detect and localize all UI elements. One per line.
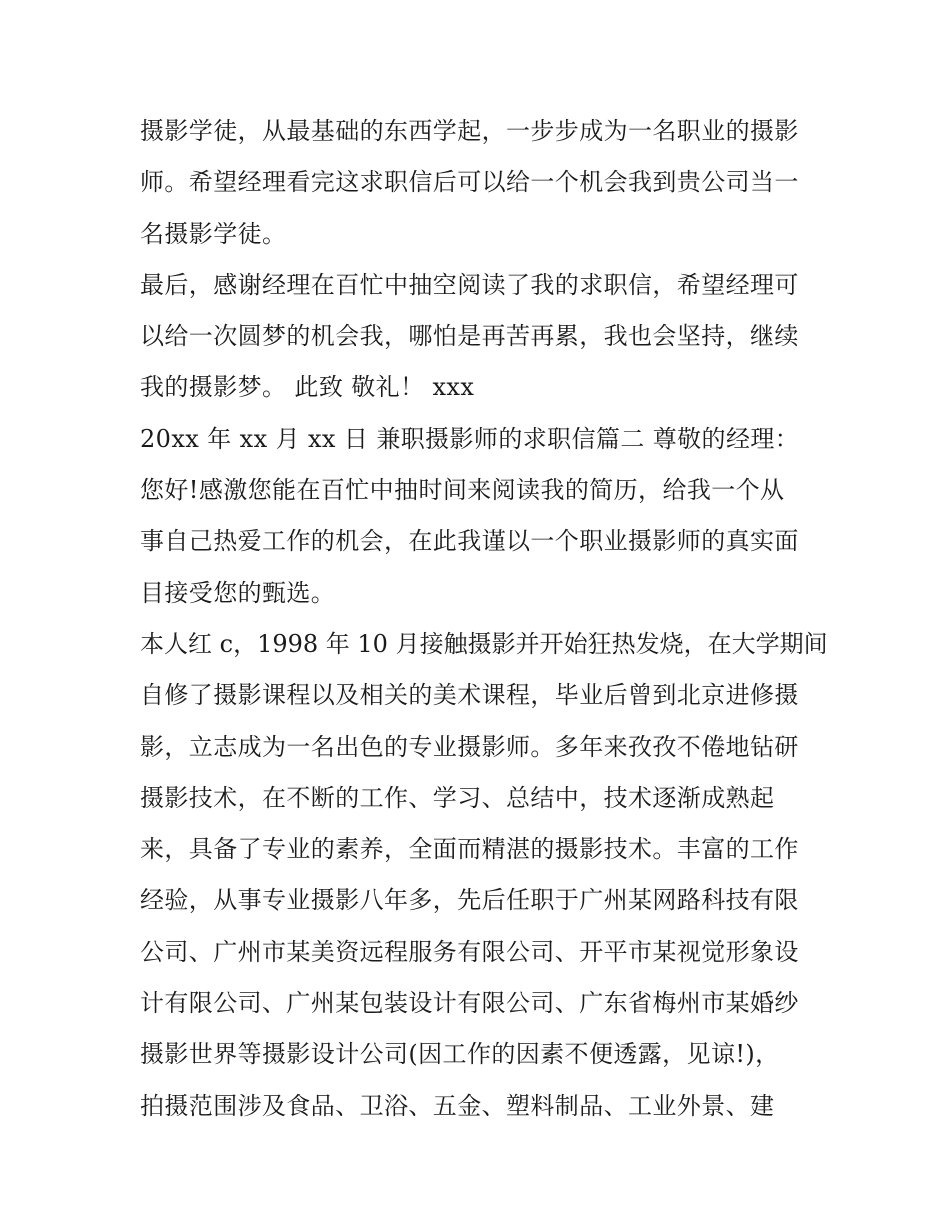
closing-line: 我的摄影梦。 此致 敬礼！ xxx xyxy=(140,373,475,402)
text-line: 以给一次圆梦的机会我，哪怕是再苦再累，我也会坚持，继续 xyxy=(140,322,799,351)
text-line: 名摄影学徒。 xyxy=(140,219,287,248)
text-line: 事自己热爱工作的机会，在此我谨以一个职业摄影师的真实面 xyxy=(140,527,799,556)
greeting-line: 您好!感激您能在百忙中抽时间来阅读我的简历，给我一个从 xyxy=(140,476,785,505)
text-line: 目接受您的甄选。 xyxy=(140,578,336,607)
text-line: 最后，感谢经理在百忙中抽空阅读了我的求职信，希望经理可 xyxy=(140,270,799,299)
text-line: 来，具备了专业的素养，全面而精湛的摄影技术。丰富的工作 xyxy=(140,835,799,864)
text-line: 本人红 c，1998 年 10 月接触摄影并开始狂热发烧，在大学期间 xyxy=(140,629,828,658)
text-line: 影，立志成为一名出色的专业摄影师。多年来孜孜不倦地钻研 xyxy=(140,732,799,761)
text-line: 摄影世界等摄影设计公司(因工作的因素不便透露，见谅!)， xyxy=(140,1040,780,1069)
text-line: 经验，从事专业摄影八年多，先后任职于广州某网路科技有限 xyxy=(140,886,799,915)
body-text xyxy=(140,106,828,1132)
text-line: 师。希望经理看完这求职信后可以给一个机会我到贵公司当一 xyxy=(140,168,799,197)
date-heading-line: 20xx 年 xx 月 xx 日 兼职摄影师的求职信篇二 尊敬的经理： xyxy=(140,424,800,453)
text-line: 拍摄范围涉及食品、卫浴、五金、塑料制品、工业外景、建 xyxy=(140,1091,775,1120)
text-line: 自修了摄影课程以及相关的美术课程，毕业后曾到北京进修摄 xyxy=(140,681,799,710)
text-line: 计有限公司、广州某包装设计有限公司、广东省梅州市某婚纱 xyxy=(140,989,799,1018)
text-line: 摄影学徒，从最基础的东西学起，一步步成为一名职业的摄影 xyxy=(140,117,799,145)
text-line: 公司、广州市某美资远程服务有限公司、开平市某视觉形象设 xyxy=(140,937,799,966)
text-line: 摄影技术，在不断的工作、学习、总结中，技术逐渐成熟起 xyxy=(140,783,775,812)
